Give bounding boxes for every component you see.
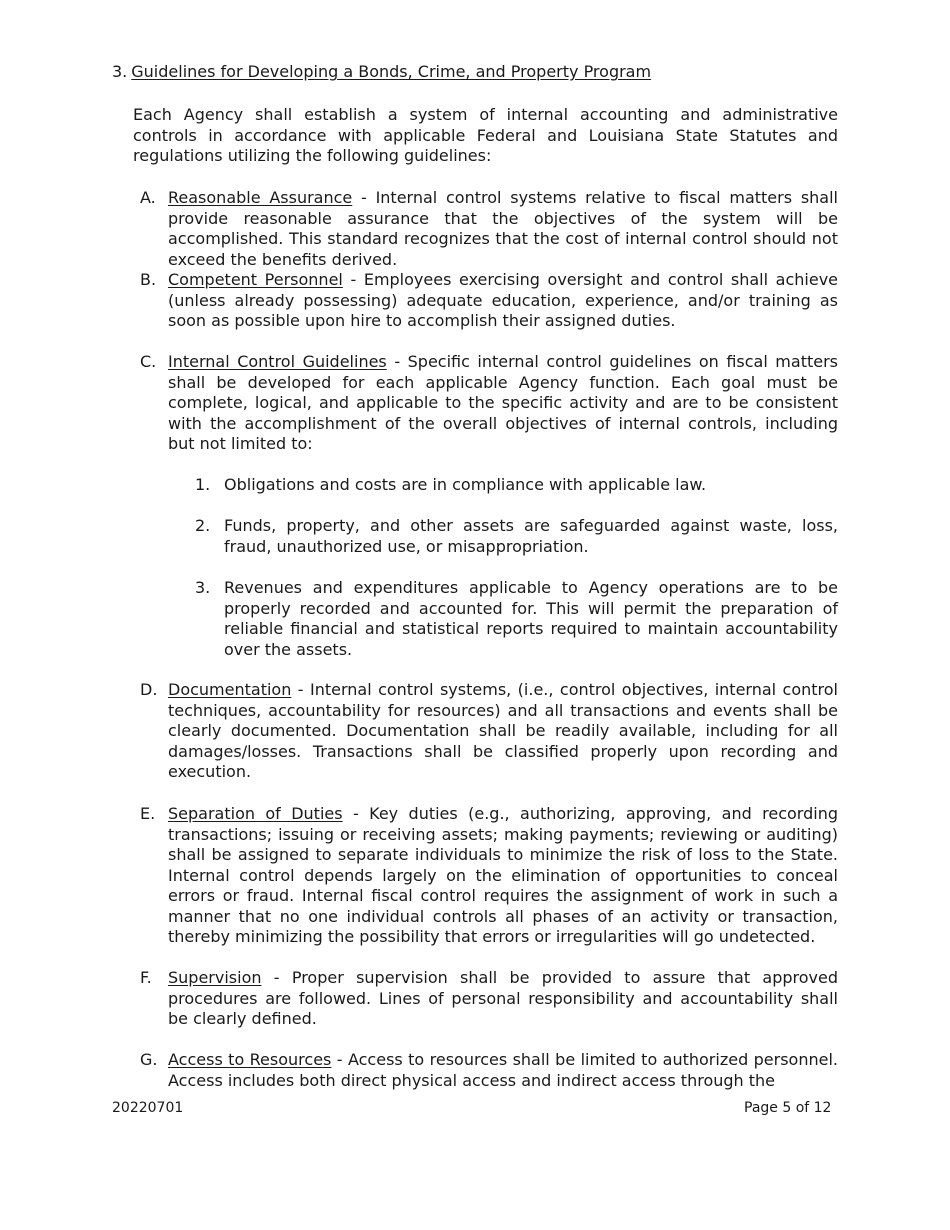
item-letter: E. [140,804,156,823]
sub-item-number: 1. [195,475,211,494]
footer-page-number: Page 5 of 12 [744,1100,832,1116]
item-text: - Proper supervision shall be provided to assure that approved procedures are followed. Lines of personal responsibility and accountability shall be clearly defined. [168,968,838,1028]
section-number: 3. [112,62,128,81]
guideline-item [140,804,838,948]
item-heading: Access to Resources [168,1050,332,1069]
sub-item [195,475,838,496]
item-letter: A. [140,188,156,207]
item-heading: Reasonable Assurance [168,188,353,207]
item-letter: D. [140,680,158,699]
guideline-item [140,270,838,332]
item-text: - Access to resources shall be limited to authorized personnel. Access includes both direct physical access and indirect access through the [168,1050,838,1090]
item-heading: Supervision [168,968,262,987]
section-intro: Each Agency shall establish a system of internal accounting and administrative controls in accordance with applicable Federal and Louisiana State Statutes and regulations utilizing the following guidelines: [133,105,838,165]
item-text: - Specific internal control guidelines on fiscal matters shall be developed for each applicable Agency function. Each goal must be complete, logical, and applicable to the specific activity and are to be consistent with the accomplishment of the overall objectives of internal controls, including but not limited to: [168,352,839,453]
item-text: - Internal control systems relative to fiscal matters shall provide reasonable assurance that the objectives of the system will be accomplished. This standard recognizes that the cost of internal control should not exceed the benefits derived. [168,188,839,269]
item-text: - Key duties (e.g., authorizing, approving, and recording transactions; issuing or receiving assets; making payments; reviewing or auditing) shall be assigned to separate individuals to minimize the risk of loss to the State. Internal control depends largely on the elimination of opportunities to conceal errors or fraud. Internal fiscal control requires the assignment of work in such a manner that no one individual controls all phases of an activity or transaction, thereby minimizing the possibility that errors or irregularities will go undetected. [168,804,838,946]
item-letter: G. [140,1050,158,1069]
item-letter: F. [140,968,152,987]
item-heading: Competent Personnel [168,270,343,289]
guideline-item [140,352,838,455]
guideline-item [140,188,838,270]
item-letter: B. [140,270,157,289]
guideline-item [140,680,838,783]
sub-item-text: Funds, property, and other assets are safeguarded against waste, loss, fraud, unauthorized use, or misappropriation. [224,516,838,556]
item-heading: Separation of Duties [168,804,343,823]
sub-item [195,516,838,557]
sub-item-text: Revenues and expenditures applicable to Agency operations are to be properly recorded and accounted for. This will permit the preparation of reliable financial and statistical reports required to maintain accountability over the assets. [224,578,838,659]
item-text: - Employees exercising oversight and control shall achieve (unless already possessing) adequate education, experience, and/or training as soon as possible upon hire to accomplish their assigned duties. [168,270,839,330]
guideline-item [140,1050,838,1091]
guideline-item [140,968,838,1030]
item-letter: C. [140,352,157,371]
sub-item-number: 2. [195,516,211,535]
section-title: Guidelines for Developing a Bonds, Crime, and Property Program [131,62,652,81]
item-heading: Internal Control Guidelines [168,352,387,371]
item-text: - Internal control systems, (i.e., control objectives, internal control techniques, accountability for resources) and all transactions and events shall be clearly documented. Documentation shall be readily available, including for all damages/losses. Transactions shall be classified properly upon recording and execution. [168,680,838,781]
section-heading [112,62,651,83]
sub-item-number: 3. [195,578,211,597]
sub-item-text: Obligations and costs are in compliance with applicable law. [224,475,707,494]
sub-item [195,578,838,660]
footer-doc-code: 20220701 [112,1100,184,1116]
item-heading: Documentation [168,680,292,699]
